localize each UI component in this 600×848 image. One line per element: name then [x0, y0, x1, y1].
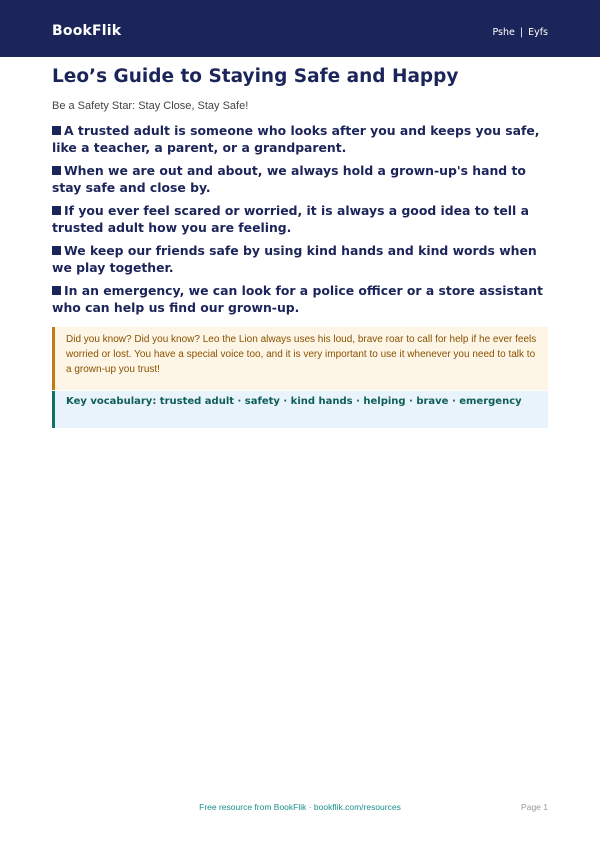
- list-item: [52, 162, 552, 196]
- subject-tag: Pshe: [492, 27, 515, 38]
- bullet-square-icon: [52, 166, 61, 175]
- list-item-text: When we are out and about, we always hold a grown-up's hand to stay safe and close by.: [52, 163, 526, 195]
- footer-resource-link[interactable]: Free resource from BookFlik · bookflik.com/resources: [199, 802, 401, 812]
- header-bar: [0, 0, 600, 57]
- list-item-text: A trusted adult is someone who looks after you and keeps you safe, like a teacher, a parent, or a grandparent.: [52, 123, 540, 155]
- page-number: Page 1: [521, 802, 548, 812]
- list-item-text: In an emergency, we can look for a police officer or a store assistant who can help us find our grown-up.: [52, 283, 543, 315]
- did-you-know-callout: Did you know? Did you know? Leo the Lion always uses his loud, brave roar to call for help if he ever feels worried or lost. You have a special voice too, and it is very important to use it whenever you need to talk to a grown-up you trust!: [52, 327, 548, 390]
- page-subtitle: Be a Safety Star: Stay Close, Stay Safe!: [52, 100, 249, 112]
- bullet-list: [52, 122, 552, 322]
- list-item-text: We keep our friends safe by using kind hands and kind words when we play together.: [52, 243, 537, 275]
- brand-logo[interactable]: BookFlik: [52, 23, 122, 39]
- list-item: [52, 202, 552, 236]
- tag-separator: |: [519, 27, 524, 38]
- bullet-square-icon: [52, 126, 61, 135]
- level-tag: Eyfs: [528, 27, 548, 38]
- page-title: Leo’s Guide to Staying Safe and Happy: [52, 66, 459, 87]
- bullet-square-icon: [52, 286, 61, 295]
- list-item: [52, 282, 552, 316]
- bullet-square-icon: [52, 206, 61, 215]
- list-item: [52, 242, 552, 276]
- list-item: [52, 122, 552, 156]
- subject-tags: [492, 27, 548, 38]
- key-vocabulary-box: Key vocabulary: trusted adult · safety · kind hands · helping · brave · emergency: [52, 391, 548, 428]
- bullet-square-icon: [52, 246, 61, 255]
- list-item-text: If you ever feel scared or worried, it is always a good idea to tell a trusted adult how you are feeling.: [52, 203, 529, 235]
